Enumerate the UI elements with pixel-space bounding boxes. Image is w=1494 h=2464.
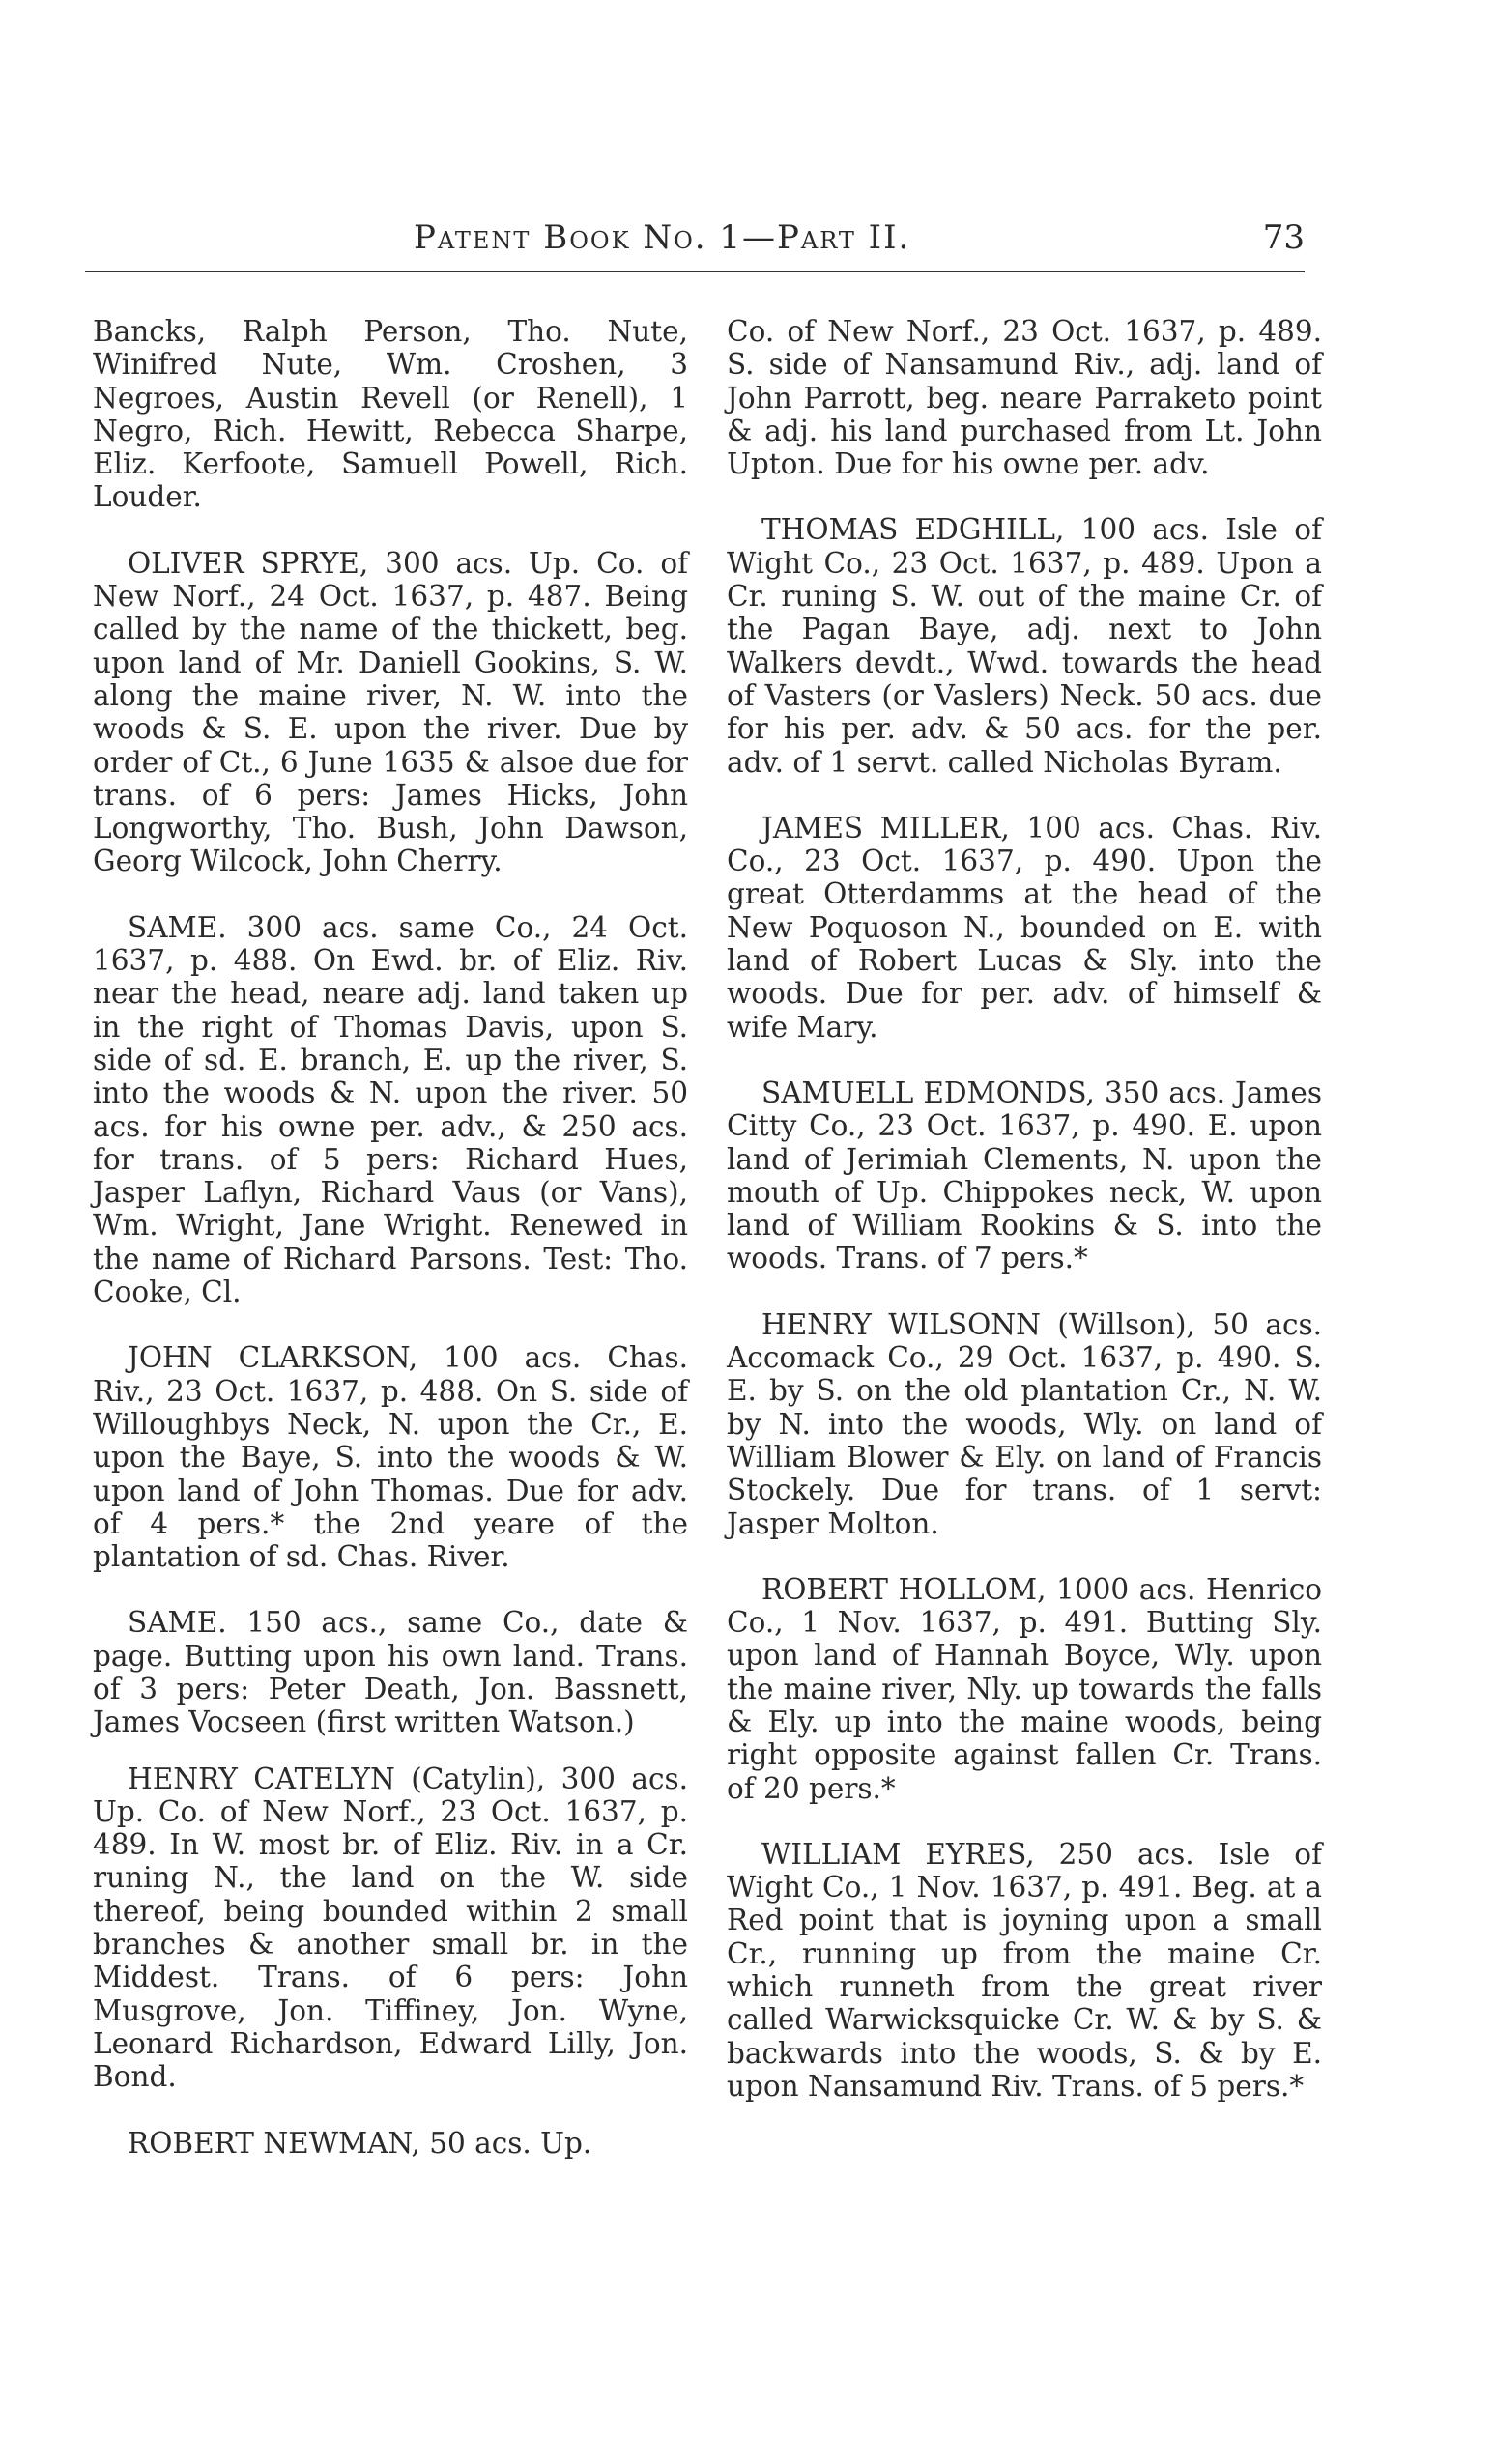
right-column [727,315,1322,2135]
page-title: Patent Book No. 1—Part II. [414,218,911,257]
entry-same-300: SAME. 300 acs. same Co., 24 Oct. 1637, p. 488. On Ewd. br. of Eliz. Riv. near the head, neare adj. land taken up in the right of Thomas Davis, upon S. side of sd. E. branch, E. up the river, S. into the woods & N. upon the river. 50 acs. for his owne per. adv., & 250 acs. for trans. of 5 pers: Richard Hues, Jasper Laflyn, Richard Vaus (or Vans), Wm. Wright, Jane Wright. Renewed in the name of Richard Parsons. Test: Tho. Cooke, Cl. [93,910,688,1309]
entry-robert-newman: ROBERT NEWMAN, 50 acs. Up. [128,2126,592,2160]
entry-robert-hollom: ROBERT HOLLOM, 1000 acs. Henrico Co., 1 Nov. 1637, p. 491. Butting Sly. upon land of Hannah Boyce, Wly. upon the maine river, Nly. up towards the falls & Ely. up into the maine woods, being right opposite against fallen Cr. Trans. of 20 pers.* [727,1572,1322,1805]
entry-henry-catelyn: HENRY CATELYN (Catylin), 300 acs. Up. Co. of New Norf., 23 Oct. 1637, p. 489. In W. most br. of Eliz. Riv. in a Cr. runing N., the land on the W. side thereof, being bounded within 2 small branches & another small br. in the Middest. Trans. of 6 pers: John Musgrove, Jon. Tiffiney, Jon. Wyne, Leonard Richardson, Edward Lilly, Jon. Bond. [93,1762,688,2094]
page-number: 73 [1262,218,1305,257]
entry-samuell-edmonds: SAMUELL EDMONDS, 350 acs. James Citty Co., 23 Oct. 1637, p. 490. E. upon land of Jerimiah Clements, N. upon the mouth of Up. Chippokes neck, W. upon land of William Rookins & S. into the woods. Trans. of 7 pers.* [727,1075,1322,1275]
entry-henry-wilsonn: HENRY WILSONN (Willson), 50 acs. Accomack Co., 29 Oct. 1637, p. 490. S. E. by S. on the old plantation Cr., N. W. by N. into the woods, Wly. on land of William Blower & Ely. on land of Francis Stockely. Due for trans. of 1 servt: Jasper Molton. [727,1307,1322,1540]
entry-james-miller: JAMES MILLER, 100 acs. Chas. Riv. Co., 23 Oct. 1637, p. 490. Upon the great Otterdamms at the head of the New Poquoson N., bounded on E. with land of Robert Lucas & Sly. into the woods. Due for per. adv. of himself & wife Mary. [727,811,1322,1044]
entry-william-eyres: WILLIAM EYRES, 250 acs. Isle of Wight Co., 1 Nov. 1637, p. 491. Beg. at a Red point that is joyning upon a small Cr., running up from the maine Cr. which runneth from the great river called Warwicksquicke Cr. W. & by S. & backwards into the woods, S. & by E. upon Nansamund Riv. Trans. of 5 pers.* [727,1837,1322,2103]
entry-thomas-edghill: THOMAS EDGHILL, 100 acs. Isle of Wight Co., 23 Oct. 1637, p. 489. Upon a Cr. runing S. W. out of the maine Cr. of the Pagan Baye, adj. next to John Walkers devdt., Wwd. towards the head of Vasters (or Vaslers) Neck. 50 acs. due for his per. adv. & 50 acs. for the per. adv. of 1 servt. called Nicholas Byram. [727,513,1322,779]
left-column [93,315,688,2192]
entry-same-150: SAME. 150 acs., same Co., date & page. Butting upon his own land. Trans. of 3 pers: Peter Death, Jon. Bassnett, James Vocseen (first written Watson.) [93,1606,688,1739]
running-head [85,209,1305,272]
entry-john-clarkson: JOHN CLARKSON, 100 acs. Chas. Riv., 23 Oct. 1637, p. 488. On S. side of Willoughbys Neck, N. upon the Cr., E. upon the Baye, S. into the woods & W. upon land of John Thomas. Due for adv. of 4 pers.* the 2nd yeare of the plantation of sd. Chas. River. [93,1341,688,1574]
entry-continued: Bancks, Ralph Person, Tho. Nute, Winifred Nute, Wm. Croshen, 3 Negroes, Austin Revell (or Renell), 1 Negro, Rich. Hewitt, Rebecca Sharpe, Eliz. Kerfoote, Samuell Powell, Rich. Louder. [93,315,688,514]
entry-oliver-sprye: OLIVER SPRYE, 300 acs. Up. Co. of New Norf., 24 Oct. 1637, p. 487. Being called by the name of the thickett, beg. upon land of Mr. Daniell Gookins, S. W. along the maine river, N. W. into the woods & S. E. upon the river. Due by order of Ct., 6 June 1635 & alsoe due for trans. of 6 pers: James Hicks, John Longworthy, Tho. Bush, John Dawson, Georg Wilcock, John Cherry. [93,546,688,878]
entry-robert-newman-continued: Co. of New Norf., 23 Oct. 1637, p. 489. S. side of Nansamund Riv., adj. land of John Parrott, beg. neare Parraketo point & adj. his land purchased from Lt. John Upton. Due for his owne per. adv. [727,315,1322,481]
